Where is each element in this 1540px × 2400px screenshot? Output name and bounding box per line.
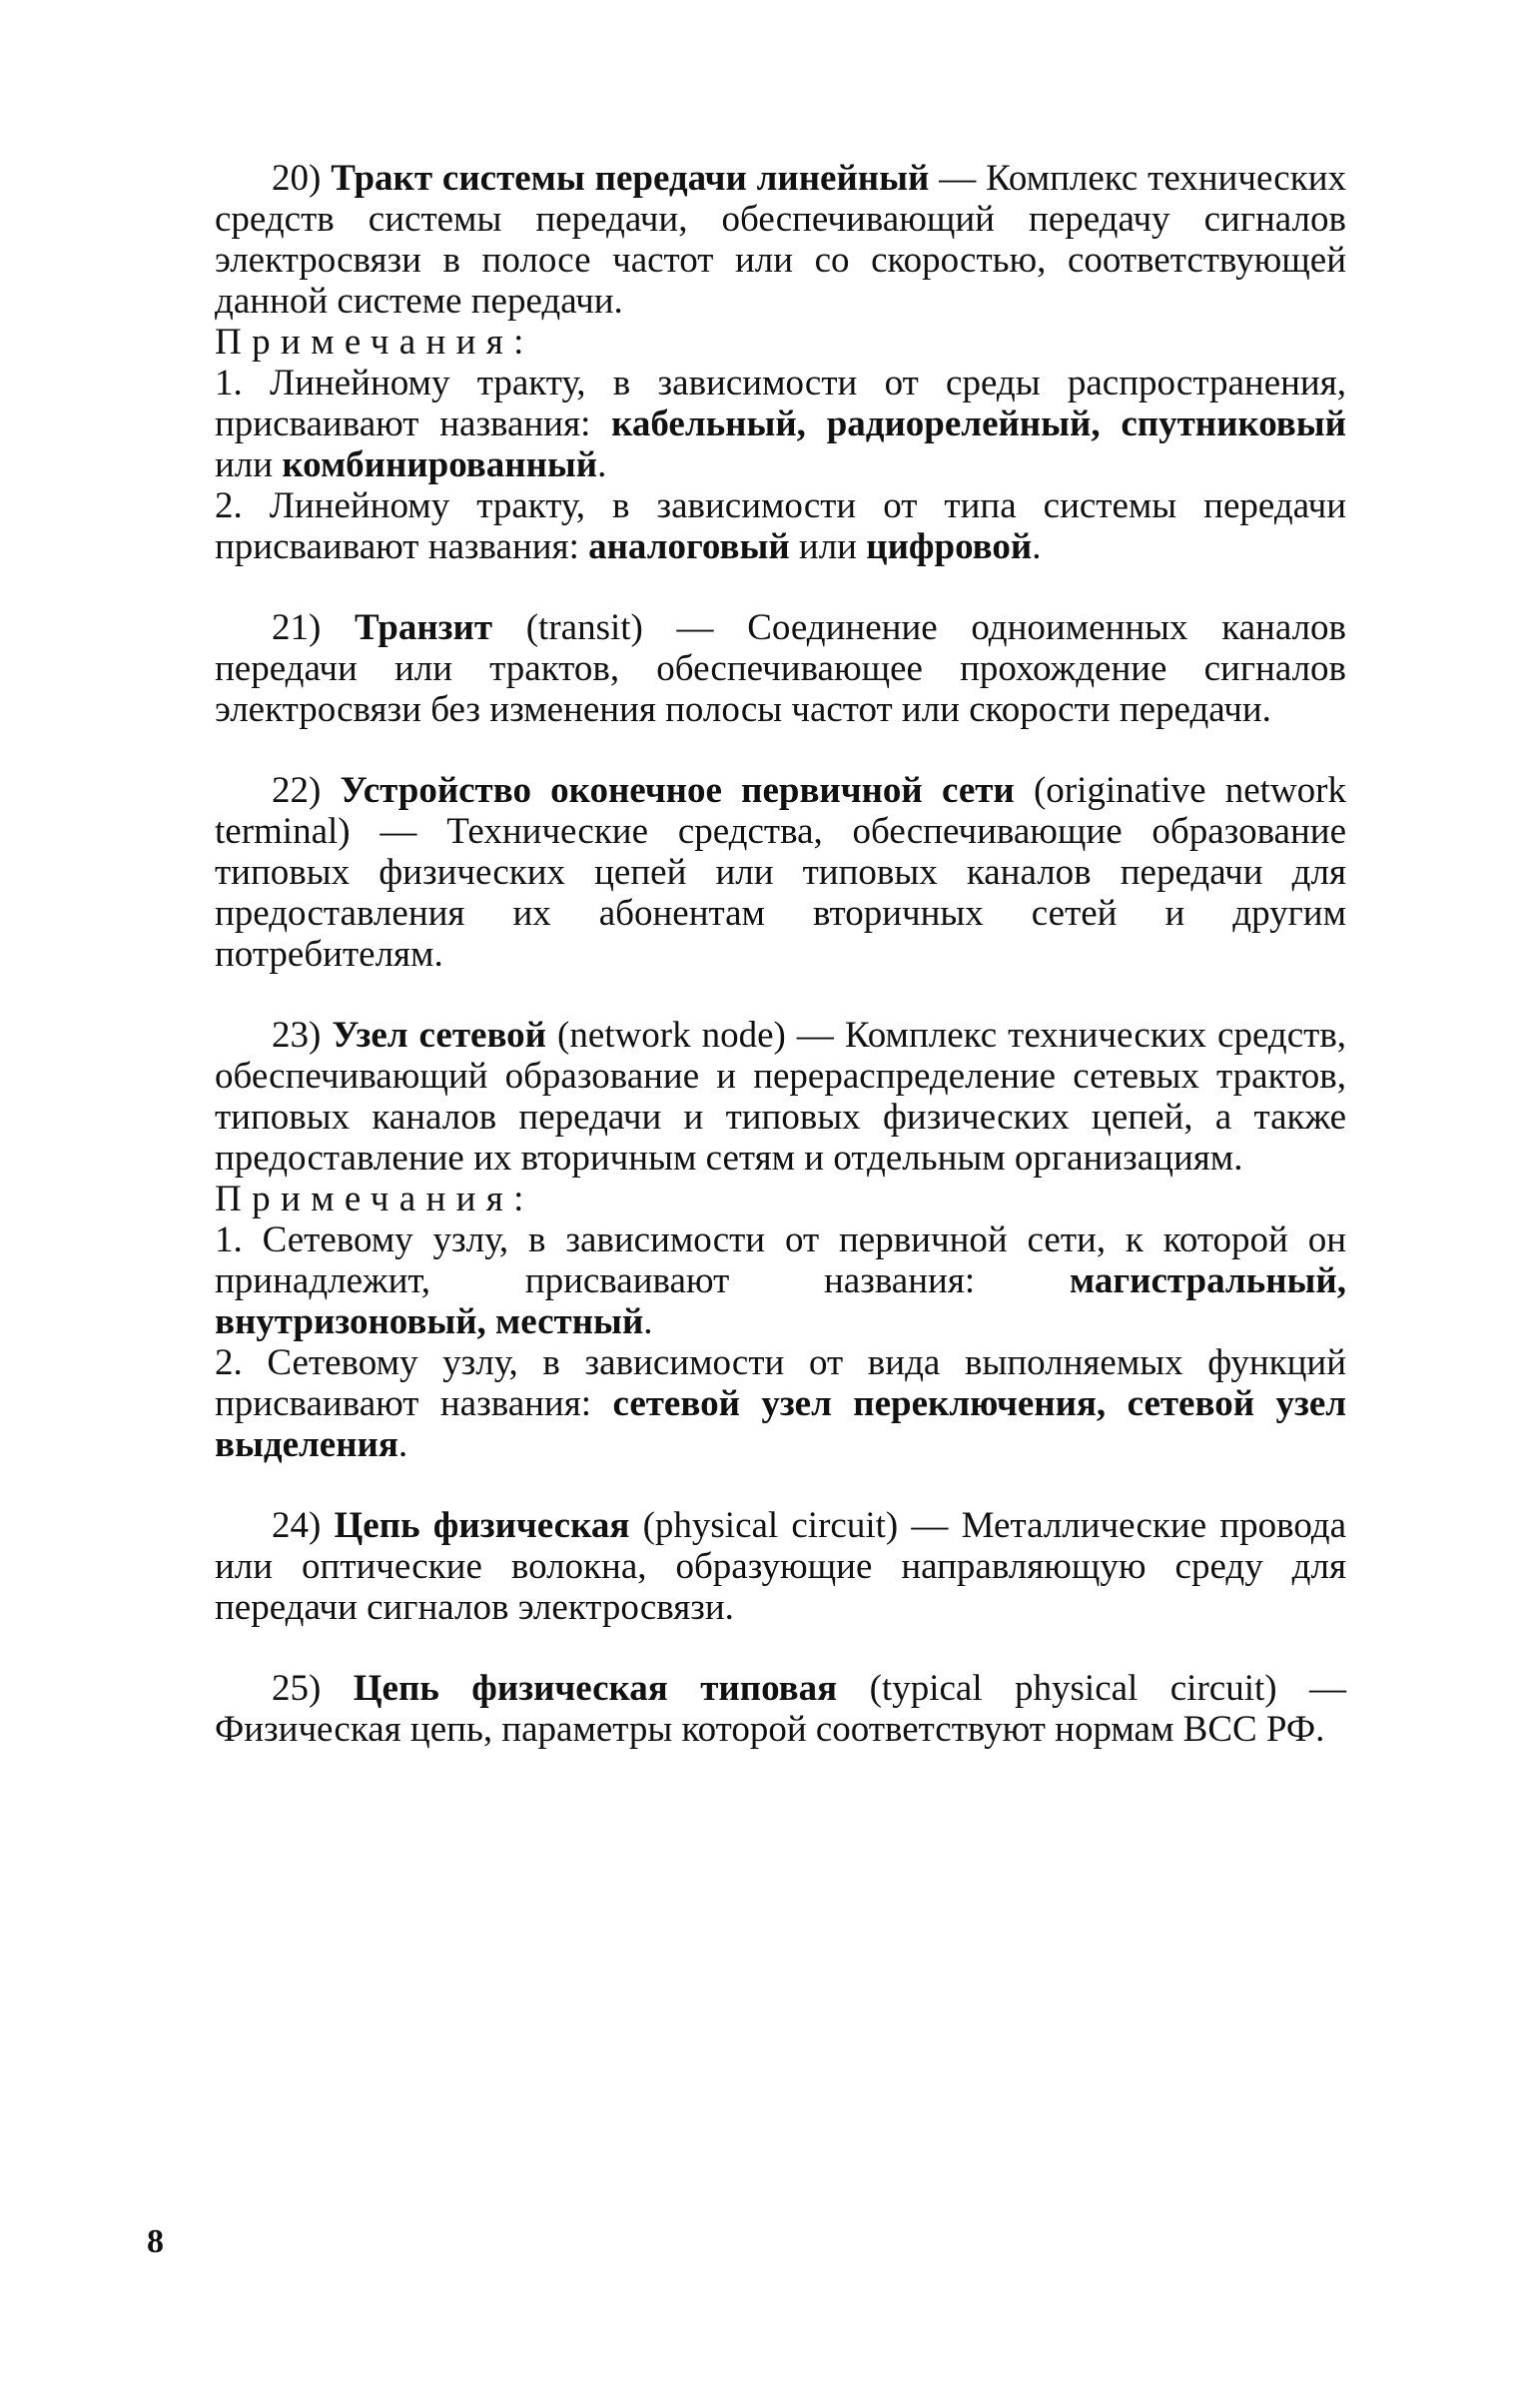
term-english: (physical circuit) xyxy=(642,1505,899,1546)
note-item: 1. Линейному тракту, в зависимости от среды распространения, присваивают названия: кабельный, радиорелейный, спутниковый или комбинированный. xyxy=(215,363,1346,485)
term-definition: — Соединение одноименных каналов передачи или трактов, обеспечивающее прохождение сигналов электросвязи без изменения полосы частот или скорости передачи. xyxy=(215,607,1347,730)
term-title: Тракт системы передачи линейный xyxy=(331,158,930,199)
entry-number: 24) xyxy=(272,1505,322,1546)
term-entry-22 xyxy=(215,770,1346,975)
entry-number: 22) xyxy=(272,770,322,811)
term-title: Устройство оконечное первичной сети xyxy=(340,770,1015,811)
term-entry-23 xyxy=(215,1015,1346,1179)
term-title: Узел сетевой xyxy=(332,1015,546,1056)
term-entry-25 xyxy=(215,1668,1346,1750)
term-definition: — Комплекс технических средств системы передачи, обеспечивающий передачу сигналов электросвязи в полосе частот или со скоростью, соответствующей данной системе передачи. xyxy=(215,158,1347,322)
notes-heading: Примечания: xyxy=(215,322,534,363)
notes-heading: Примечания: xyxy=(215,1179,534,1219)
term-entry-21 xyxy=(215,607,1346,730)
term-definition: — Металлические провода или оптические волокна, образующие направляющую среду для передачи сигналов электросвязи. xyxy=(215,1505,1347,1628)
note-item: 2. Линейному тракту, в зависимости от типа системы передачи присваивают названия: аналоговый или цифровой. xyxy=(215,485,1346,567)
entry-number: 23) xyxy=(272,1015,322,1056)
term-english: (transit) xyxy=(525,607,643,648)
document-page xyxy=(215,158,1346,1750)
term-title: Цепь физическая xyxy=(334,1505,630,1546)
term-entry-24 xyxy=(215,1505,1346,1628)
note-item: 1. Сетевому узлу, в зависимости от первичной сети, к которой он принадлежит, присваивают названия: магистральный, внутризоновый, местный. xyxy=(215,1219,1346,1342)
term-title: Цепь физическая типовая xyxy=(353,1668,838,1709)
term-english: (typical physical circuit) xyxy=(869,1668,1277,1709)
term-title: Транзит xyxy=(355,607,493,648)
note-item: 2. Сетевому узлу, в зависимости от вида выполняемых функций присваивают названия: сетевой узел переключения, сетевой узел выделения. xyxy=(215,1342,1346,1465)
term-definition: — Технические средства, обеспечивающие образование типовых физических цепей или типовых каналов передачи для предоставления их абонентам вторичных сетей и другим потребителям. xyxy=(215,811,1347,975)
entry-number: 25) xyxy=(272,1668,322,1709)
term-definition: — Комплекс технических средств, обеспечивающий образование и перераспределение сетевых трактов, типовых каналов передачи и типовых физических цепей, а также предоставление их вторичным сетям и отдельным организациям. xyxy=(215,1015,1347,1179)
term-definition: — Физическая цепь, параметры которой соответствуют нормам ВСС РФ. xyxy=(215,1668,1347,1750)
page-number: 8 xyxy=(147,2223,164,2260)
term-english: (originative network terminal) xyxy=(215,770,1346,852)
term-english: (network node) xyxy=(557,1015,786,1056)
term-entry-20 xyxy=(215,158,1346,322)
entry-number: 20) xyxy=(272,158,322,199)
entry-number: 21) xyxy=(272,607,322,648)
